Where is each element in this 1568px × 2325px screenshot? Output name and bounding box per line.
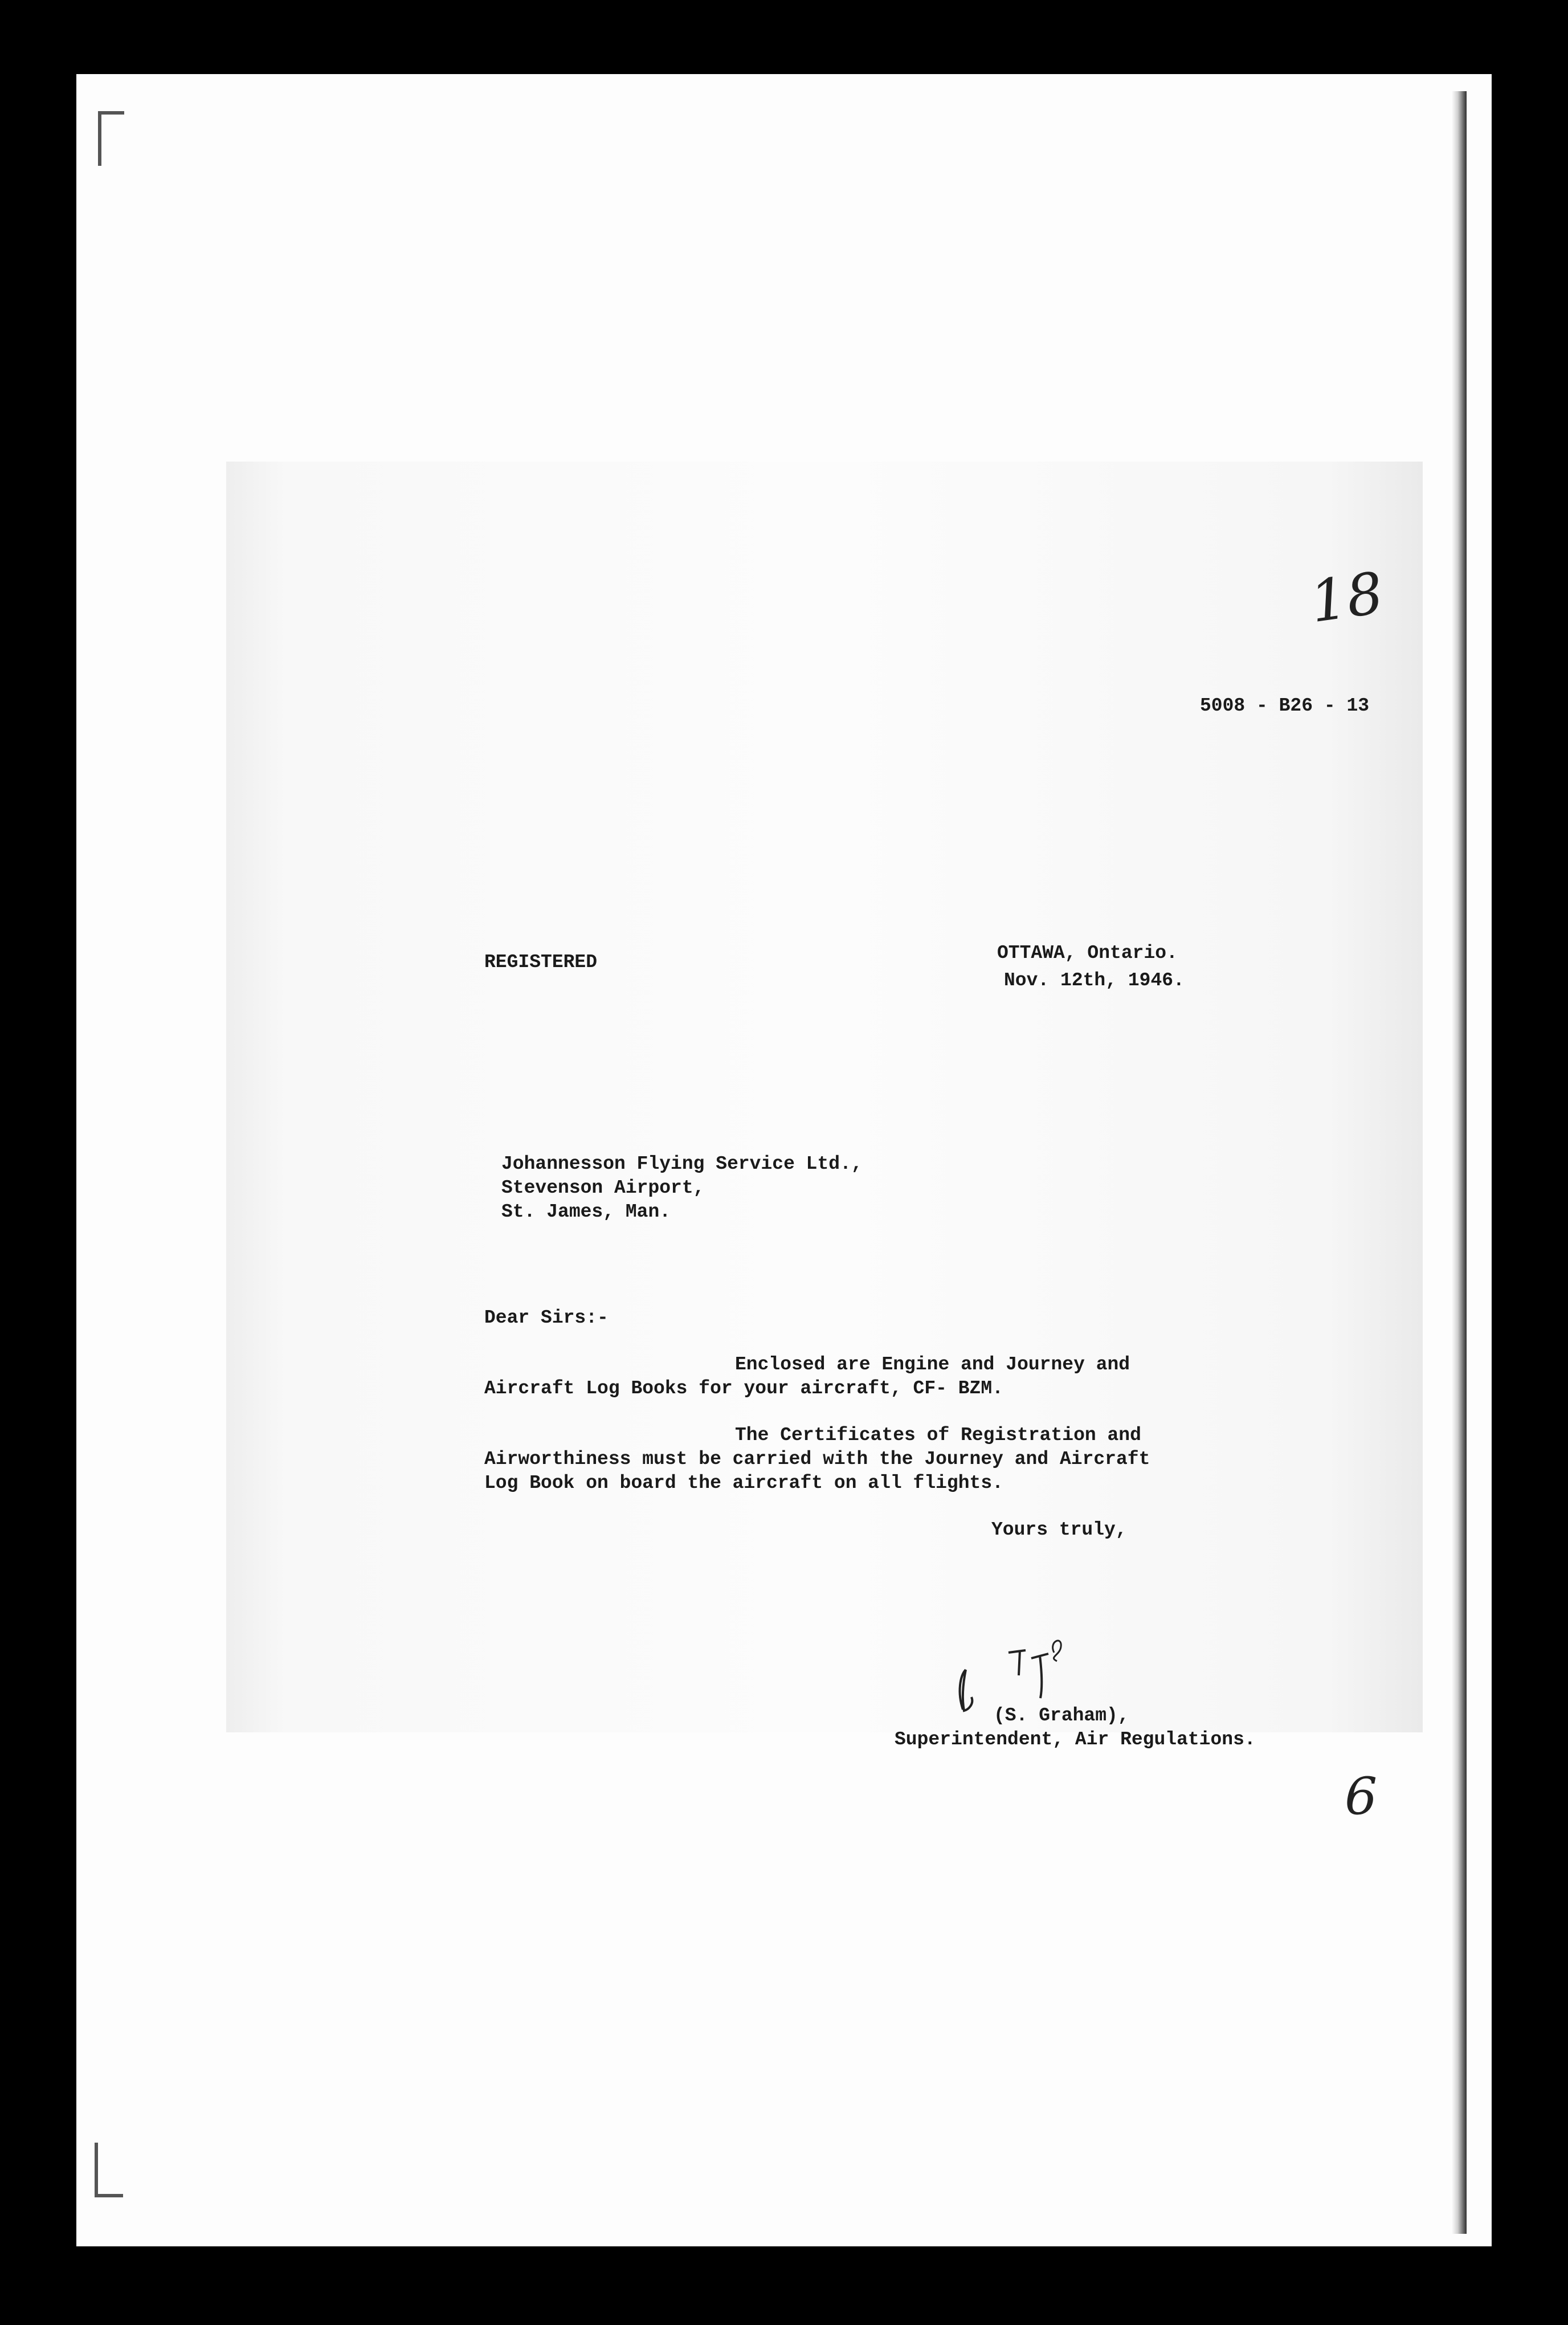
file-number: 5008 - B26 - 13 [1200,695,1370,716]
addressee-line-2: Stevenson Airport, [501,1177,705,1198]
paragraph-1-line-2: Aircraft Log Books for your aircraft, CF- BZM. [484,1378,1003,1399]
signatory-title: Superintendent, Air Regulations. [895,1729,1256,1750]
crop-mark-bottom [95,2143,123,2197]
signatory-name: (S. Graham), [994,1705,1129,1726]
paragraph-1-line-1: Enclosed are Engine and Journey and [735,1354,1130,1375]
handwritten-page-number: 18 [1306,559,1387,636]
paragraph-2-line-3: Log Book on board the aircraft on all flights. [484,1472,1003,1494]
letter-sheet [226,462,1423,1732]
registered-label: REGISTERED [484,952,598,973]
addressee-line-1: Johannesson Flying Service Ltd., [501,1153,863,1174]
crop-mark-top [98,111,124,166]
paragraph-2-line-2: Airworthiness must be carried with the Journey and Aircraft [484,1449,1150,1470]
page-edge-shadow [1452,91,1467,2234]
handwritten-folio: 6 [1345,1767,1378,1826]
addressee-line-3: St. James, Man. [501,1201,671,1222]
letter-place: OTTAWA, Ontario. [997,943,1178,964]
closing: Yours truly, [991,1519,1127,1540]
paragraph-2-line-1: The Certificates of Registration and [735,1425,1141,1446]
letter-date: Nov. 12th, 1946. [1004,970,1185,991]
salutation: Dear Sirs:- [484,1307,609,1328]
